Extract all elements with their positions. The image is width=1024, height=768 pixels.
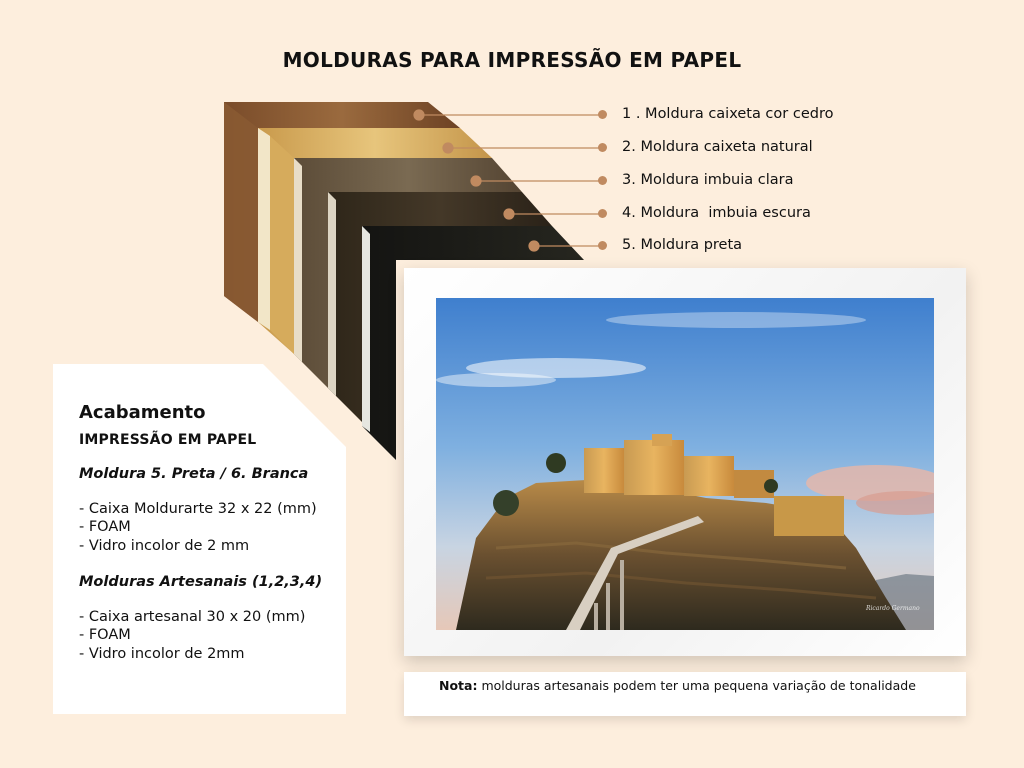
photo-signature: Ricardo Germano xyxy=(866,605,920,612)
legend-dot-5 xyxy=(598,241,607,250)
legend-dot-4 xyxy=(598,209,607,218)
landscape-photo xyxy=(436,298,934,630)
spec-line: - Caixa artesanal 30 x 20 (mm) xyxy=(79,608,306,625)
group2-title: Molduras Artesanais (1,2,3,4) xyxy=(79,574,323,590)
note-card xyxy=(404,672,966,716)
group1-title: Moldura 5. Preta / 6. Branca xyxy=(79,466,309,482)
legend-item-4: 4. Moldura imbuia escura xyxy=(622,205,811,221)
page-title: MOLDURAS PARA IMPRESSÃO EM PAPEL xyxy=(282,48,742,72)
note-label: Nota: xyxy=(439,678,478,693)
info-heading: Acabamento xyxy=(79,402,206,423)
spec-line: - FOAM xyxy=(79,627,131,643)
spec-line: - Vidro incolor de 2 mm xyxy=(79,537,250,554)
legend-item-5: 5. Moldura preta xyxy=(622,237,743,253)
legend-item-1: 1 . Moldura caixeta cor cedro xyxy=(622,106,834,122)
legend-dot-2 xyxy=(598,143,607,152)
spec-line: - FOAM xyxy=(79,519,131,535)
legend-dot-1 xyxy=(598,110,607,119)
info-subheading: IMPRESSÃO EM PAPEL xyxy=(79,431,257,448)
legend-item-3: 3. Moldura imbuia clara xyxy=(622,172,794,188)
finishing-info xyxy=(79,404,349,681)
note xyxy=(439,678,916,693)
legend-item-2: 2. Moldura caixeta natural xyxy=(622,139,813,155)
group1-specs xyxy=(79,500,349,556)
group2-specs xyxy=(79,608,349,664)
spec-line: - Vidro incolor de 2mm xyxy=(79,645,245,662)
note-text: molduras artesanais podem ter uma pequena variação de tonalidade xyxy=(477,678,916,693)
spec-line: - Caixa Moldurarte 32 x 22 (mm) xyxy=(79,500,317,517)
legend-dot-3 xyxy=(598,176,607,185)
white-frame-sample xyxy=(404,268,966,656)
